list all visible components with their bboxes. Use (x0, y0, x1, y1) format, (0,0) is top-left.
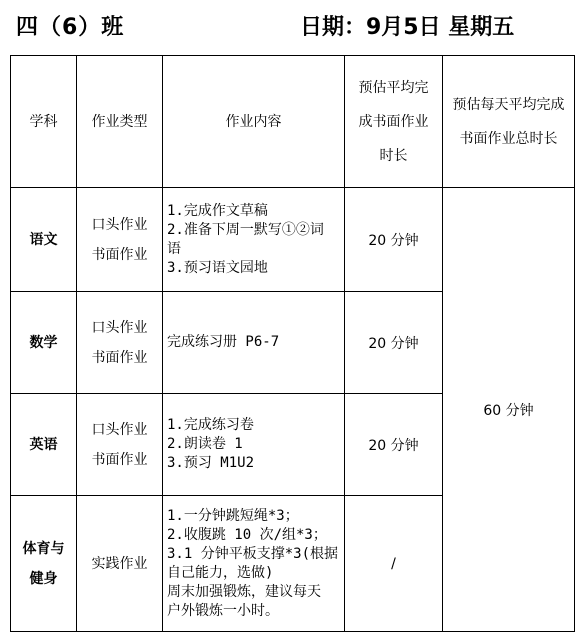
column-header-duration (345, 56, 443, 188)
duration-cell: / (345, 496, 443, 632)
column-header-total-line: 预估每天平均完成 (452, 96, 565, 113)
content-line: 2.准备下周一默写①②词 (167, 221, 324, 238)
content-cell (163, 394, 345, 496)
type-label: 实践作业 (91, 555, 148, 572)
subject-label: 语文 (29, 231, 58, 248)
type-cell (77, 188, 163, 292)
content-cell (163, 188, 345, 292)
page-header (0, 0, 585, 50)
content-line: 3.预习 M1U2 (167, 455, 255, 471)
content-line: 3.预习语文园地 (167, 259, 268, 276)
type-cell (77, 292, 163, 394)
content-line: 周末加强锻炼，建议每天 (167, 583, 321, 600)
total-duration-cell: 60 分钟 (443, 188, 575, 632)
column-header-type: 作业类型 (77, 56, 163, 188)
column-header-duration-line: 预估平均完 (358, 79, 429, 96)
subject-label: 体育与 (22, 540, 65, 557)
content-line: 1.一分钟跳短绳*3； (167, 507, 299, 524)
subject-cell (11, 188, 77, 292)
content-line: 完成练习册 P6-7 (167, 334, 280, 350)
content-cell (163, 292, 345, 394)
column-header-content: 作业内容 (163, 56, 345, 188)
table-row-chinese (11, 188, 575, 292)
class-name: 四（6）班 (16, 15, 125, 40)
type-label: 口头作业 (91, 319, 148, 336)
subject-label: 健身 (29, 570, 58, 587)
content-line: 自己能力，选做) (167, 564, 274, 581)
homework-table (10, 55, 575, 632)
type-cell (77, 496, 163, 632)
column-header-total-line: 书面作业总时长 (459, 130, 558, 147)
content-line: 2.收腹跳 10 次/组*3； (167, 526, 327, 543)
type-label: 口头作业 (91, 421, 148, 438)
table-header-row (11, 56, 575, 188)
subject-cell (11, 496, 77, 632)
date-line: 日期：9月5日 星期五 (300, 15, 515, 40)
type-label: 书面作业 (91, 246, 148, 263)
type-label: 口头作业 (91, 216, 148, 233)
content-line: 2.朗读卷 1 (167, 436, 243, 452)
duration-cell: 20 分钟 (345, 292, 443, 394)
content-line: 3.1 分钟平板支撑*3(根据 (167, 545, 339, 562)
subject-cell (11, 394, 77, 496)
duration-cell: 20 分钟 (345, 188, 443, 292)
column-header-total (443, 56, 575, 188)
duration-cell: 20 分钟 (345, 394, 443, 496)
type-cell (77, 394, 163, 496)
content-line: 1.完成练习卷 (167, 417, 254, 433)
content-line: 语 (167, 240, 181, 257)
column-header-duration-line: 时长 (379, 147, 408, 164)
column-header-duration-line: 成书面作业 (358, 113, 429, 130)
content-line: 1.完成作文草稿 (167, 202, 268, 219)
type-label: 书面作业 (91, 451, 148, 468)
subject-cell (11, 292, 77, 394)
subject-label: 数学 (29, 334, 58, 351)
content-cell (163, 496, 345, 632)
column-header-subject: 学科 (11, 56, 77, 188)
type-label: 书面作业 (91, 349, 148, 366)
content-line: 户外锻炼一小时。 (167, 602, 279, 619)
subject-label: 英语 (29, 436, 58, 453)
